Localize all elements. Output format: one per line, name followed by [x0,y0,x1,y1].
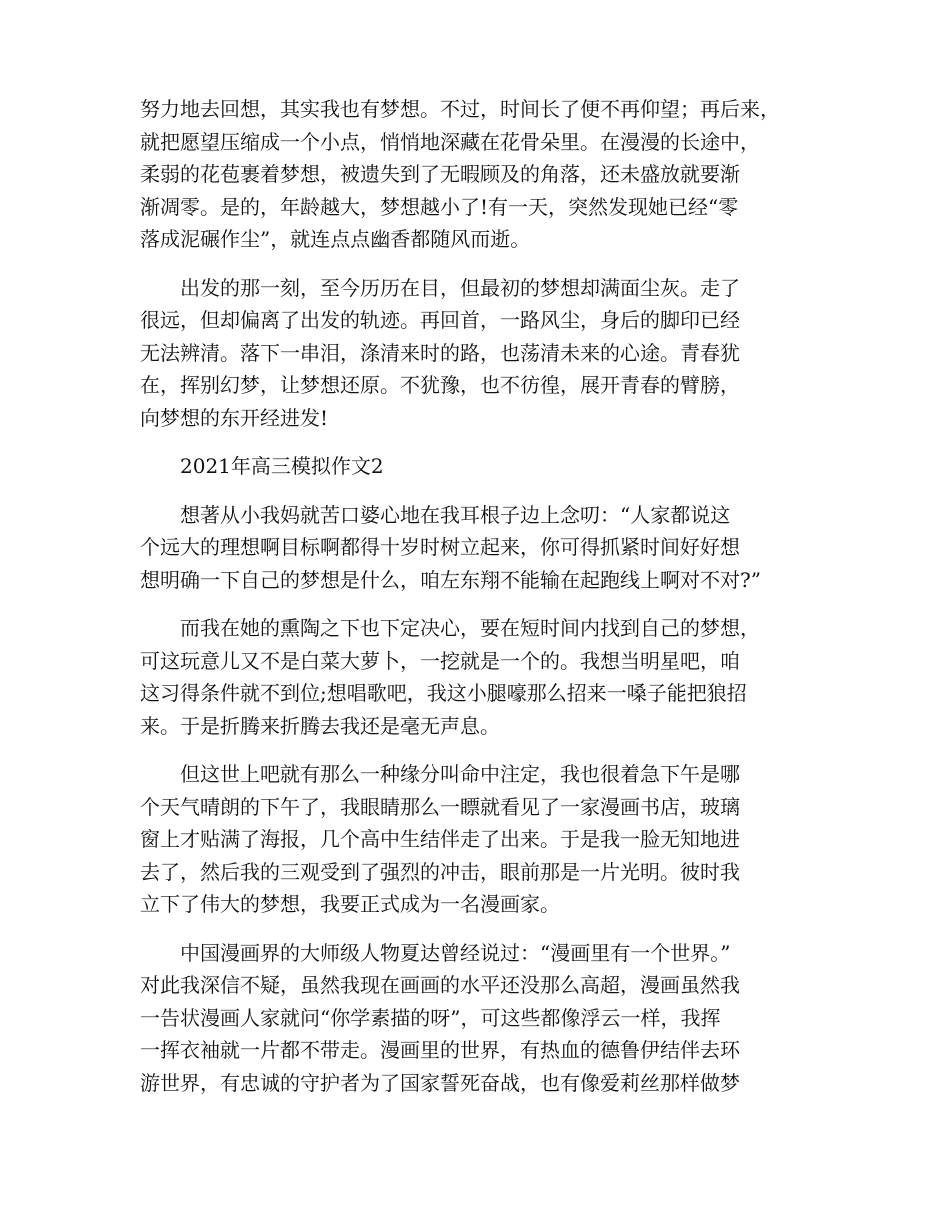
text-line: 窗上才贴满了海报，几个高中生结伴走了出来。于是我一脸无知地进 [140,827,740,851]
text-line: 在，挥别幻梦，让梦想还原。不犹豫，也不彷徨，展开青春的臂膀， [140,373,740,397]
text-line: 可这玩意儿又不是白菜大萝卜，一挖就是一个的。我想当明星吧，咱 [140,648,740,673]
text-line: 就把愿望压缩成一个小点，悄悄地深藏在花骨朵里。在漫漫的长途中， [140,129,760,154]
paragraph-6 [140,937,830,1100]
text-line: 无法辨清。落下一串泪，涤清来时的路，也荡清未来的心途。青春犹 [140,340,740,365]
text-line: 来。于是折腾来折腾去我还是毫无声息。 [140,713,500,738]
text-line: 但这世上吧就有那么一种缘分叫命中注定，我也很着急下午是哪 [180,762,740,786]
text-line: 出发的那一刻，至今历历在目，但最初的梦想却满面尘灰。走了 [180,275,740,300]
text-line: 努力地去回想，其实我也有梦想。不过，时间长了便不再仰望；再后来， [140,97,780,121]
paragraph-2 [140,272,830,435]
text-line: 立下了伟大的梦想，我要正式成为一名漫画家。 [140,892,560,916]
paragraph-4 [140,612,830,742]
text-line: 渐凋零。是的，年龄越大，梦想越小了!有一天，突然发现她已经“零 [140,194,739,219]
text-line: 柔弱的花苞裹着梦想，被遗失到了无暇顾及的角落，还未盛放就要渐 [140,162,740,186]
text-line: 落成泥碾作尘”，就连点点幽香都随风而逝。 [140,227,531,251]
heading-text: 2021年高三模拟作文2 [180,454,384,478]
text-line: 个远大的理想啊目标啊都得十岁时树立起来，你可得抓紧时间好好想 [140,535,740,559]
text-line: 对此我深信不疑，虽然我现在画画的水平还没那么高超，漫画虽然我 [140,973,740,997]
paragraph-5 [140,758,830,921]
document-body [140,93,830,1115]
paragraph-1 [140,93,830,256]
text-line: 想著从小我妈就苦口婆心地在我耳根子边上念叨：“人家都说这 [180,502,731,527]
text-line: 游世界，有忠诚的守护者为了国家誓死奋战，也有像爱莉丝那样做梦 [140,1070,740,1095]
text-line: 向梦想的东开经进发! [140,405,329,430]
text-line: 很远，但却偏离了出发的轨迹。再回首，一路风尘，身后的脚印已经 [140,308,740,332]
text-line: 而我在她的熏陶之下也下定决心，要在短时间内找到自己的梦想， [180,616,760,640]
text-line: 想明确一下自己的梦想是什么，咱左东翔不能输在起跑线上啊对不对?” [140,567,761,592]
text-line: 一挥衣袖就一片都不带走。漫画里的世界，有热血的德鲁伊结伴去环 [140,1038,740,1062]
text-line: 去了，然后我的三观受到了强烈的冲击，眼前那是一片光明。彼时我 [140,859,740,884]
paragraph-3 [140,499,830,597]
text-line: 个天气晴朗的下午了，我眼睛那么一瞟就看见了一家漫画书店，玻璃 [140,794,740,819]
text-line: 这习得条件就不到位;想唱歌吧，我这小腿嚎那么招来一嗓子能把狼招 [140,681,747,705]
section-heading [140,450,830,483]
text-line: 中国漫画界的大师级人物夏达曾经说过：“漫画里有一个世界。” [180,940,731,965]
text-line: 一告状漫画人家就问“你学素描的呀”，可这些都像浮云一样，我挥 [140,1005,721,1030]
